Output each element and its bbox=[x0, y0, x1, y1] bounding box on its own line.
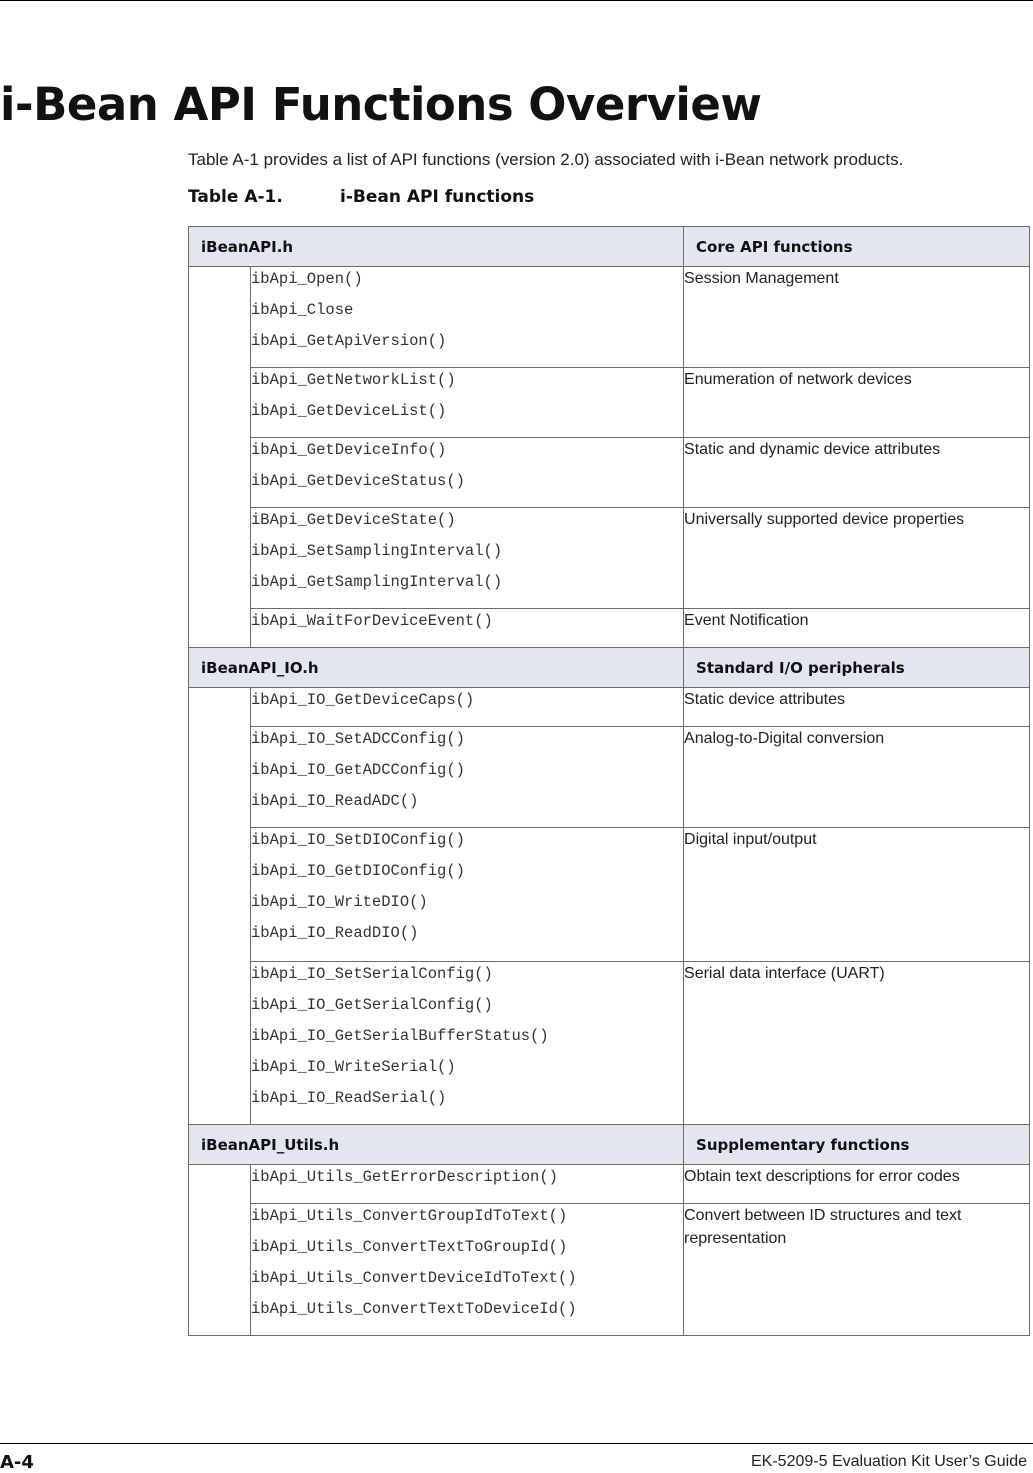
section-header-row bbox=[189, 1125, 1030, 1165]
table-row bbox=[189, 688, 1030, 727]
function-name: ibApi_GetApiVersion() bbox=[251, 332, 447, 350]
section-header-row bbox=[189, 227, 1030, 267]
function-description: Convert between ID structures and text representation bbox=[684, 1204, 1030, 1336]
api-functions-table bbox=[188, 226, 1030, 1336]
function-name: ibApi_Utils_GetErrorDescription() bbox=[251, 1168, 558, 1186]
table-caption bbox=[188, 187, 534, 207]
function-list-cell bbox=[251, 438, 684, 508]
section-header-file: iBeanAPI_IO.h bbox=[189, 648, 684, 688]
table-caption-number: Table A-1. bbox=[188, 187, 283, 207]
top-rule bbox=[0, 0, 1033, 1]
function-name: ibApi_GetSamplingInterval() bbox=[251, 573, 503, 591]
section-header-category: Core API functions bbox=[684, 227, 1030, 267]
function-list-cell bbox=[251, 508, 684, 609]
function-name: ibApi_GetDeviceList() bbox=[251, 402, 447, 420]
table-row bbox=[189, 368, 1030, 438]
function-list-cell bbox=[251, 962, 684, 1125]
section-header-file: iBeanAPI_Utils.h bbox=[189, 1125, 684, 1165]
function-list-cell bbox=[251, 688, 684, 727]
function-name: ibApi_Utils_ConvertGroupIdToText() bbox=[251, 1207, 568, 1225]
function-description: Static device attributes bbox=[684, 688, 1030, 727]
function-description: Serial data interface (UART) bbox=[684, 962, 1030, 1125]
function-name: ibApi_GetNetworkList() bbox=[251, 371, 456, 389]
function-name: ibApi_GetDeviceInfo() bbox=[251, 441, 447, 459]
function-name: ibApi_IO_ReadADC() bbox=[251, 792, 419, 810]
function-name: ibApi_IO_SetADCConfig() bbox=[251, 730, 465, 748]
table-row bbox=[189, 508, 1030, 609]
table-row bbox=[189, 1204, 1030, 1336]
footer-rule bbox=[0, 1443, 1033, 1444]
function-name: ibApi_Utils_ConvertDeviceIdToText() bbox=[251, 1269, 577, 1287]
indent-spacer-cell bbox=[189, 267, 251, 648]
function-list-cell bbox=[251, 609, 684, 648]
function-description: Universally supported device properties bbox=[684, 508, 1030, 609]
table-row bbox=[189, 962, 1030, 1125]
table-caption-text: i-Bean API functions bbox=[340, 187, 535, 207]
indent-spacer-cell bbox=[189, 688, 251, 1125]
section-header-category: Supplementary functions bbox=[684, 1125, 1030, 1165]
table-row bbox=[189, 828, 1030, 962]
guide-title: EK-5209-5 Evaluation Kit User’s Guide bbox=[751, 1453, 1027, 1470]
function-description: Enumeration of network devices bbox=[684, 368, 1030, 438]
function-name: ibApi_Utils_ConvertTextToDeviceId() bbox=[251, 1300, 577, 1318]
function-description: Static and dynamic device attributes bbox=[684, 438, 1030, 508]
section-header-row bbox=[189, 648, 1030, 688]
page-number: A-4 bbox=[0, 1452, 34, 1473]
function-list-cell bbox=[251, 267, 684, 368]
function-list-cell bbox=[251, 727, 684, 828]
function-name: ibApi_Open() bbox=[251, 270, 363, 288]
section-header-file: iBeanAPI.h bbox=[189, 227, 684, 267]
function-name: ibApi_IO_GetDeviceCaps() bbox=[251, 691, 475, 709]
function-description: Event Notification bbox=[684, 609, 1030, 648]
function-name: ibApi_IO_GetADCConfig() bbox=[251, 761, 465, 779]
intro-paragraph: Table A-1 provides a list of API functions (version 2.0) associated with i-Bean network products. bbox=[188, 150, 904, 169]
function-name: iBApi_GetDeviceState() bbox=[251, 511, 456, 529]
function-name: ibApi_IO_SetSerialConfig() bbox=[251, 965, 493, 983]
api-functions-table-body bbox=[189, 227, 1030, 1336]
section-header-category: Standard I/O peripherals bbox=[684, 648, 1030, 688]
function-name: ibApi_IO_SetDIOConfig() bbox=[251, 831, 465, 849]
table-row bbox=[189, 609, 1030, 648]
function-name: ibApi_IO_WriteDIO() bbox=[251, 893, 428, 911]
function-name: ibApi_GetDeviceStatus() bbox=[251, 472, 465, 490]
function-name: ibApi_IO_ReadSerial() bbox=[251, 1089, 447, 1107]
indent-spacer-cell bbox=[189, 1165, 251, 1336]
function-name: ibApi_IO_GetDIOConfig() bbox=[251, 862, 465, 880]
function-name: ibApi_IO_ReadDIO() bbox=[251, 924, 419, 942]
function-name: ibApi_IO_GetSerialBufferStatus() bbox=[251, 1027, 549, 1045]
function-list-cell bbox=[251, 1204, 684, 1336]
function-name: ibApi_IO_WriteSerial() bbox=[251, 1058, 456, 1076]
table-row bbox=[189, 438, 1030, 508]
function-list-cell bbox=[251, 368, 684, 438]
function-name: ibApi_IO_GetSerialConfig() bbox=[251, 996, 493, 1014]
function-name: ibApi_WaitForDeviceEvent() bbox=[251, 612, 493, 630]
function-name: ibApi_Close bbox=[251, 301, 354, 319]
table-row bbox=[189, 1165, 1030, 1204]
function-list-cell bbox=[251, 828, 684, 962]
function-description: Obtain text descriptions for error codes bbox=[684, 1165, 1030, 1204]
table-row bbox=[189, 727, 1030, 828]
function-name: ibApi_SetSamplingInterval() bbox=[251, 542, 503, 560]
function-list-cell bbox=[251, 1165, 684, 1204]
page-title: i-Bean API Functions Overview bbox=[0, 78, 762, 131]
table-row bbox=[189, 267, 1030, 368]
function-description: Analog-to-Digital conversion bbox=[684, 727, 1030, 828]
function-name: ibApi_Utils_ConvertTextToGroupId() bbox=[251, 1238, 568, 1256]
function-description: Digital input/output bbox=[684, 828, 1030, 962]
function-description: Session Management bbox=[684, 267, 1030, 368]
